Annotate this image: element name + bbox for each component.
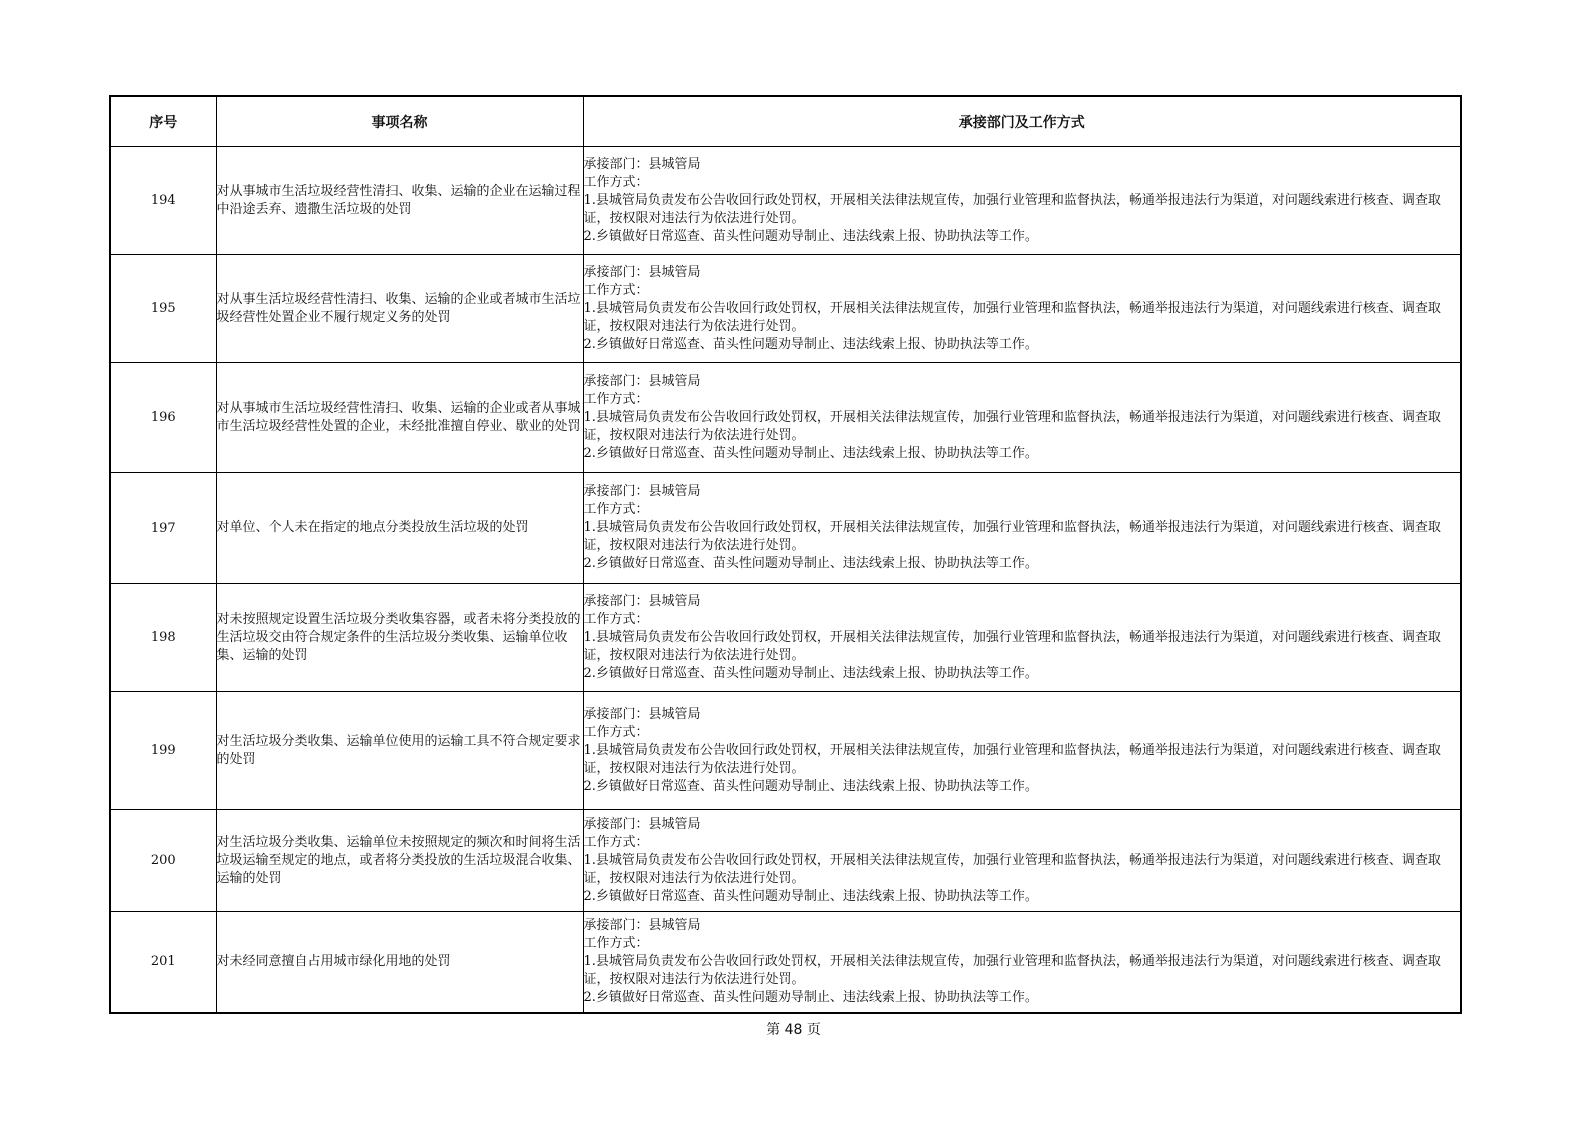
dept-line: 承接部门：县城管局 [583, 816, 701, 832]
step1-line: 1.县城管局负责发布公告收回行政处罚权，开展相关法律法规宣传，加强行业管理和监督执法，畅通举报违法行为渠道，对问题线索进行核查、调查取证，按权限对违法行为依法进行处罚。 [583, 300, 1441, 334]
header-name: 事项名称 [216, 96, 583, 147]
table-row [110, 363, 1461, 473]
item-name: 对未按照规定设置生活垃圾分类收集容器，或者未将分类投放的生活垃圾交由符合规定条件的生活垃圾分类收集、运输单位收集、运输的处罚 [216, 584, 583, 692]
page-number: 第 48 页 [766, 1022, 821, 1038]
mode-line: 工作方式： [583, 935, 649, 951]
method-cell [583, 912, 1461, 1013]
step1-line: 1.县城管局负责发布公告收回行政处罚权，开展相关法律法规宣传，加强行业管理和监督执法，畅通举报违法行为渠道，对问题线索进行核查、调查取证，按权限对违法行为依法进行处罚。 [583, 520, 1441, 553]
dept-line: 承接部门：县城管局 [583, 264, 701, 280]
method-cell [583, 692, 1461, 810]
step2-line: 2.乡镇做好日常巡查、苗头性问题劝导制止、违法线索上报、协助执法等工作。 [583, 888, 1038, 904]
dept-line: 承接部门：县城管局 [583, 593, 701, 609]
table-row [110, 912, 1461, 1013]
item-name: 对单位、个人未在指定的地点分类投放生活垃圾的处罚 [216, 473, 583, 584]
mode-line: 工作方式： [583, 611, 649, 627]
step2-line: 2.乡镇做好日常巡查、苗头性问题劝导制止、违法线索上报、协助执法等工作。 [583, 989, 1038, 1005]
row-number: 200 [110, 810, 216, 912]
method-cell [583, 363, 1461, 473]
step1-line: 1.县城管局负责发布公告收回行政处罚权，开展相关法律法规宣传，加强行业管理和监督执法，畅通举报违法行为渠道，对问题线索进行核查、调查取证，按权限对违法行为依法进行处罚。 [583, 409, 1441, 443]
mode-line: 工作方式： [583, 834, 649, 850]
row-number: 194 [110, 147, 216, 255]
item-name: 对生活垃圾分类收集、运输单位使用的运输工具不符合规定要求的处罚 [216, 692, 583, 810]
method-cell [583, 584, 1461, 692]
dept-line: 承接部门：县城管局 [583, 917, 701, 933]
mode-line: 工作方式： [583, 282, 649, 298]
row-number: 201 [110, 912, 216, 1013]
mode-line: 工作方式： [583, 391, 649, 407]
header-num: 序号 [110, 96, 216, 147]
dept-line: 承接部门：县城管局 [583, 706, 701, 722]
method-cell [583, 810, 1461, 912]
row-number: 196 [110, 363, 216, 473]
step2-line: 2.乡镇做好日常巡查、苗头性问题劝导制止、违法线索上报、协助执法等工作。 [583, 556, 1038, 571]
dept-line: 承接部门：县城管局 [583, 373, 701, 389]
table-row [110, 692, 1461, 810]
item-name: 对未经同意擅自占用城市绿化用地的处罚 [216, 912, 583, 1013]
row-number: 198 [110, 584, 216, 692]
table-row [110, 810, 1461, 912]
step2-line: 2.乡镇做好日常巡查、苗头性问题劝导制止、违法线索上报、协助执法等工作。 [583, 336, 1038, 352]
row-number: 197 [110, 473, 216, 584]
table-row [110, 147, 1461, 255]
items-table [109, 95, 1462, 1014]
mode-line: 工作方式： [583, 174, 649, 190]
row-number: 199 [110, 692, 216, 810]
step1-line: 1.县城管局负责发布公告收回行政处罚权，开展相关法律法规宣传，加强行业管理和监督执法，畅通举报违法行为渠道，对问题线索进行核查、调查取证，按权限对违法行为依法进行处罚。 [583, 852, 1441, 886]
mode-line: 工作方式： [583, 724, 649, 740]
step1-line: 1.县城管局负责发布公告收回行政处罚权，开展相关法律法规宣传，加强行业管理和监督执法，畅通举报违法行为渠道，对问题线索进行核查、调查取证，按权限对违法行为依法进行处罚。 [583, 192, 1441, 226]
item-name: 对从事生活垃圾经营性清扫、收集、运输的企业或者城市生活垃圾经营性处置企业不履行规定义务的处罚 [216, 255, 583, 363]
header-method: 承接部门及工作方式 [583, 96, 1461, 147]
step2-line: 2.乡镇做好日常巡查、苗头性问题劝导制止、违法线索上报、协助执法等工作。 [583, 445, 1038, 461]
method-cell [583, 473, 1461, 584]
dept-line: 承接部门：县城管局 [583, 156, 701, 172]
table-body [110, 147, 1461, 1013]
mode-line: 工作方式： [583, 502, 649, 517]
method-cell [583, 147, 1461, 255]
dept-line: 承接部门：县城管局 [583, 484, 701, 499]
item-name: 对从事城市生活垃圾经营性清扫、收集、运输的企业在运输过程中沿途丢弃、遗撒生活垃圾的处罚 [216, 147, 583, 255]
table-row [110, 473, 1461, 584]
table-row [110, 584, 1461, 692]
item-name: 对生活垃圾分类收集、运输单位未按照规定的频次和时间将生活垃圾运输至规定的地点，或者将分类投放的生活垃圾混合收集、运输的处罚 [216, 810, 583, 912]
table-header-row [110, 96, 1461, 147]
row-number: 195 [110, 255, 216, 363]
table-row [110, 255, 1461, 363]
item-name: 对从事城市生活垃圾经营性清扫、收集、运输的企业或者从事城市生活垃圾经营性处置的企业，未经批准擅自停业、歇业的处罚 [216, 363, 583, 473]
step1-line: 1.县城管局负责发布公告收回行政处罚权，开展相关法律法规宣传，加强行业管理和监督执法，畅通举报违法行为渠道，对问题线索进行核查、调查取证，按权限对违法行为依法进行处罚。 [583, 742, 1441, 776]
step2-line: 2.乡镇做好日常巡查、苗头性问题劝导制止、违法线索上报、协助执法等工作。 [583, 665, 1038, 681]
step2-line: 2.乡镇做好日常巡查、苗头性问题劝导制止、违法线索上报、协助执法等工作。 [583, 778, 1038, 794]
step1-line: 1.县城管局负责发布公告收回行政处罚权，开展相关法律法规宣传，加强行业管理和监督执法，畅通举报违法行为渠道，对问题线索进行核查、调查取证，按权限对违法行为依法进行处罚。 [583, 953, 1441, 987]
method-cell [583, 255, 1461, 363]
step1-line: 1.县城管局负责发布公告收回行政处罚权，开展相关法律法规宣传，加强行业管理和监督执法，畅通举报违法行为渠道，对问题线索进行核查、调查取证，按权限对违法行为依法进行处罚。 [583, 629, 1441, 663]
step2-line: 2.乡镇做好日常巡查、苗头性问题劝导制止、违法线索上报、协助执法等工作。 [583, 228, 1038, 244]
